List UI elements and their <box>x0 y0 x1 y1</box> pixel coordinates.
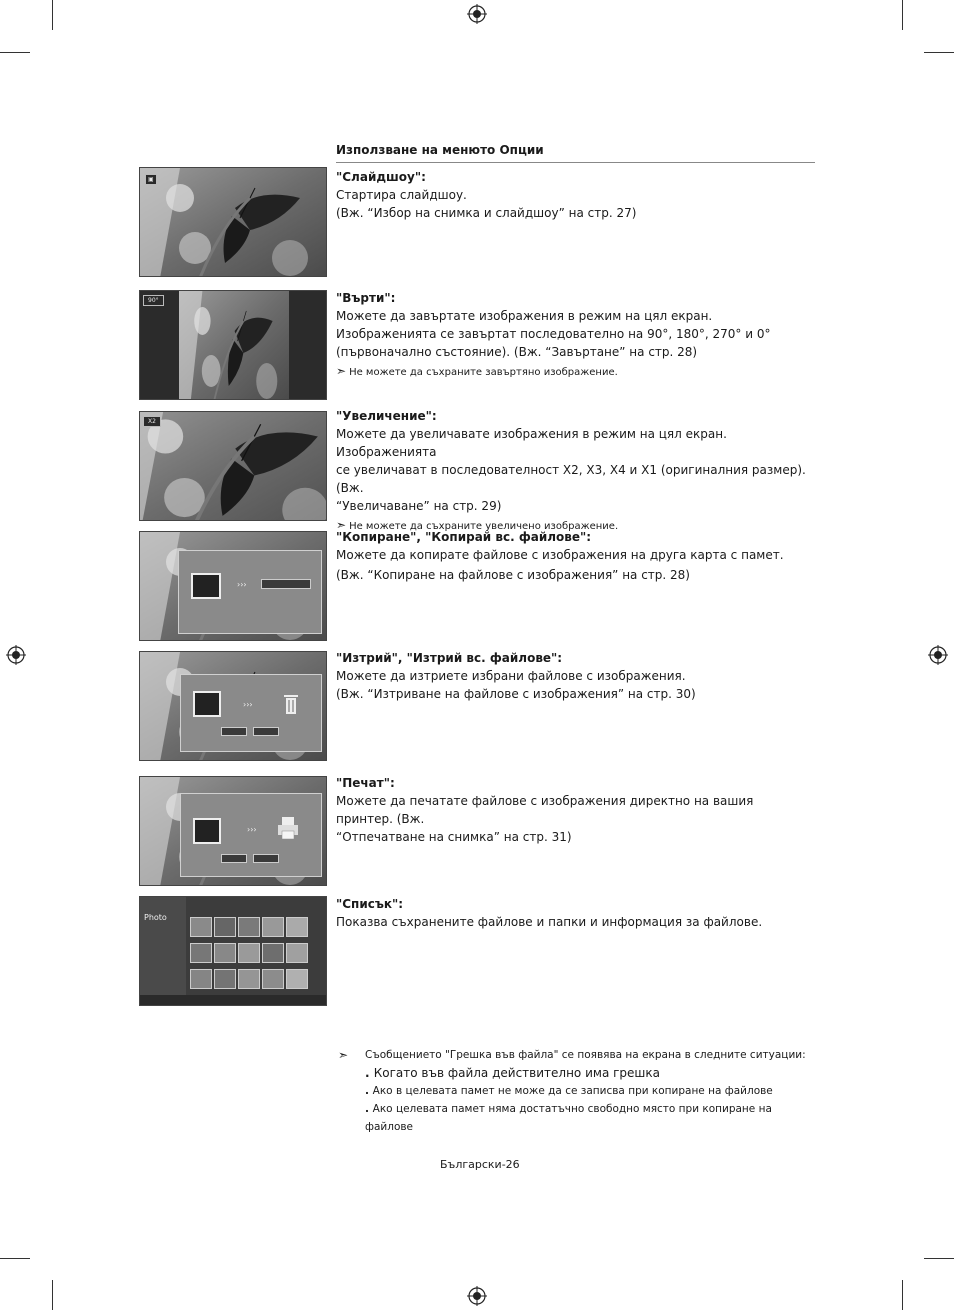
registration-mark-icon <box>6 645 26 665</box>
printer-icon <box>277 816 299 840</box>
registration-mark-icon <box>467 4 487 24</box>
copy-source-image <box>191 573 221 599</box>
crop-mark <box>924 52 954 53</box>
footnote-bullet-text: Ако целевата памет няма достатъчно свободно място при копиране на файлове <box>365 1103 772 1133</box>
print-no-button <box>253 854 279 863</box>
registration-mark-icon <box>467 1286 487 1306</box>
entry-heading: "Списък": <box>336 897 404 911</box>
entry-note <box>336 363 806 381</box>
entry-line: (Вж. “Избор на снимка и слайдшоу” на стр. 27) <box>336 206 637 220</box>
entry-rotate <box>336 289 806 381</box>
entry-copy <box>336 528 806 584</box>
entry-print <box>336 774 806 846</box>
entry-line: Можете да печатате файлове с изображения директно на вашия принтер. (Вж. <box>336 794 754 826</box>
delete-thumbnail <box>139 651 327 761</box>
list-grid-cell <box>214 917 236 937</box>
delete-source-image <box>193 691 221 717</box>
footnote-bullet: . Когато във файла действително има грешка <box>365 1066 660 1080</box>
entry-note-text: Не можете да съхраните завъртяно изображение. <box>349 367 618 378</box>
print-source-image <box>193 818 221 844</box>
entry-line: “Отпечатване на снимка” на стр. 31) <box>336 830 572 844</box>
arrow-icon: ➣ <box>336 518 347 532</box>
entry-line: се увеличават в последователност X2, X3, X4 и X1 (оригиналния размер). (Вж. <box>336 463 806 495</box>
list-grid-cell <box>286 969 308 989</box>
print-thumbnail <box>139 776 327 886</box>
entry-heading: "Върти": <box>336 291 396 305</box>
list-grid-cell <box>262 917 284 937</box>
entry-line: (Вж. “Копиране на файлове с изображения” на стр. 28) <box>336 568 690 582</box>
list-grid-cell <box>286 917 308 937</box>
entry-list <box>336 895 806 931</box>
rotate-thumbnail <box>139 290 327 400</box>
crop-mark <box>0 52 30 53</box>
list-grid-cell <box>190 969 212 989</box>
list-grid-cell <box>238 943 260 963</box>
footnote-lead: Съобщението "Грешка във файла" се появява на екрана в следните ситуации: <box>365 1049 806 1061</box>
list-grid-cell <box>262 969 284 989</box>
footnote-bullet-text: Ако в целевата памет не може да се записва при копиране на файлове <box>372 1085 773 1097</box>
list-grid-cell <box>190 917 212 937</box>
list-grid-cell <box>214 969 236 989</box>
entry-heading: "Печат": <box>336 776 395 790</box>
arrow-icon: ➣ <box>336 364 347 378</box>
entry-note-text: Не можете да съхраните увеличено изображение. <box>349 521 619 532</box>
slideshow-thumbnail <box>139 167 327 277</box>
entry-line: “Увеличаване” на стр. 29) <box>336 499 502 513</box>
crop-mark <box>52 0 53 30</box>
delete-yes-button <box>221 727 247 736</box>
list-grid-cell <box>214 943 236 963</box>
entry-line: Изображенията се завъртат последователно на 90°, 180°, 270° и 0° <box>336 327 771 341</box>
entry-line: Стартира слайдшоу. <box>336 188 467 202</box>
copy-thumbnail <box>139 531 327 641</box>
list-grid-cell <box>190 943 212 963</box>
page-number: Български-26 <box>440 1158 520 1171</box>
list-grid-cell <box>238 917 260 937</box>
copy-dialog <box>178 550 322 634</box>
zoom-thumbnail <box>139 411 327 521</box>
crop-mark <box>924 1258 954 1259</box>
registration-mark-icon <box>928 645 948 665</box>
entry-line: Можете да копирате файлове с изображения на друга карта с памет. <box>336 548 784 562</box>
entry-heading: "Увеличение": <box>336 409 437 423</box>
list-photo-label: Photo <box>144 913 167 922</box>
footnote-bullet-text: Когато във файла действително има грешка <box>373 1066 660 1080</box>
print-arrow-icon: ››› <box>247 825 257 834</box>
rotate-angle-tag: 90° <box>143 295 164 306</box>
entry-line: Показва съхранените файлове и папки и информация за файлове. <box>336 915 763 929</box>
entry-line: Можете да завъртате изображения в режим на цял екран. <box>336 309 713 323</box>
entry-line: Можете да изтриете избрани файлове с изображения. <box>336 669 686 683</box>
entry-line: (Вж. “Изтриване на файлове с изображения” на стр. 30) <box>336 687 696 701</box>
print-dialog <box>180 793 322 877</box>
footnote-bullet: . Ако целевата памет няма достатъчно свободно място при копиране на файлове <box>365 1103 772 1133</box>
entry-delete <box>336 649 806 703</box>
error-footnote <box>338 1046 808 1136</box>
trash-icon <box>283 693 299 715</box>
title-divider <box>336 162 815 163</box>
entry-line: Можете да увеличавате изображения в режим на цял екран. Изображенията <box>336 427 727 459</box>
list-grid-cell <box>238 969 260 989</box>
list-grid-cell <box>286 943 308 963</box>
list-thumbnail <box>139 896 327 1006</box>
entry-heading: "Копиране", "Копирай вс. файлове": <box>336 530 592 544</box>
delete-dialog <box>180 674 322 752</box>
slideshow-icon: ▣ <box>145 174 157 185</box>
copy-target-button <box>261 579 311 589</box>
copy-arrow-icon: ››› <box>237 580 247 589</box>
delete-no-button <box>253 727 279 736</box>
section-title: Използване на менюто Опции <box>336 143 544 157</box>
crop-mark <box>902 1280 903 1310</box>
entry-line: (първоначално състояние). (Вж. “Завъртане” на стр. 28) <box>336 345 698 359</box>
crop-mark <box>902 0 903 30</box>
entry-heading: "Изтрий", "Изтрий вс. файлове": <box>336 651 563 665</box>
footnote-bullet: . Ако в целевата памет не може да се записва при копиране на файлове <box>365 1085 773 1097</box>
zoom-level-tag: X2 <box>143 416 161 427</box>
crop-mark <box>52 1280 53 1310</box>
entry-heading: "Слайдшоу": <box>336 170 426 184</box>
list-bottom-bar <box>140 995 326 1005</box>
list-sidebar <box>140 897 186 1005</box>
arrow-icon: ➣ <box>338 1048 349 1062</box>
list-grid <box>190 917 314 989</box>
entry-zoom <box>336 407 806 535</box>
list-grid-cell <box>262 943 284 963</box>
print-yes-button <box>221 854 247 863</box>
delete-arrow-icon: ››› <box>243 700 253 709</box>
crop-mark <box>0 1258 30 1259</box>
entry-slideshow <box>336 168 806 222</box>
